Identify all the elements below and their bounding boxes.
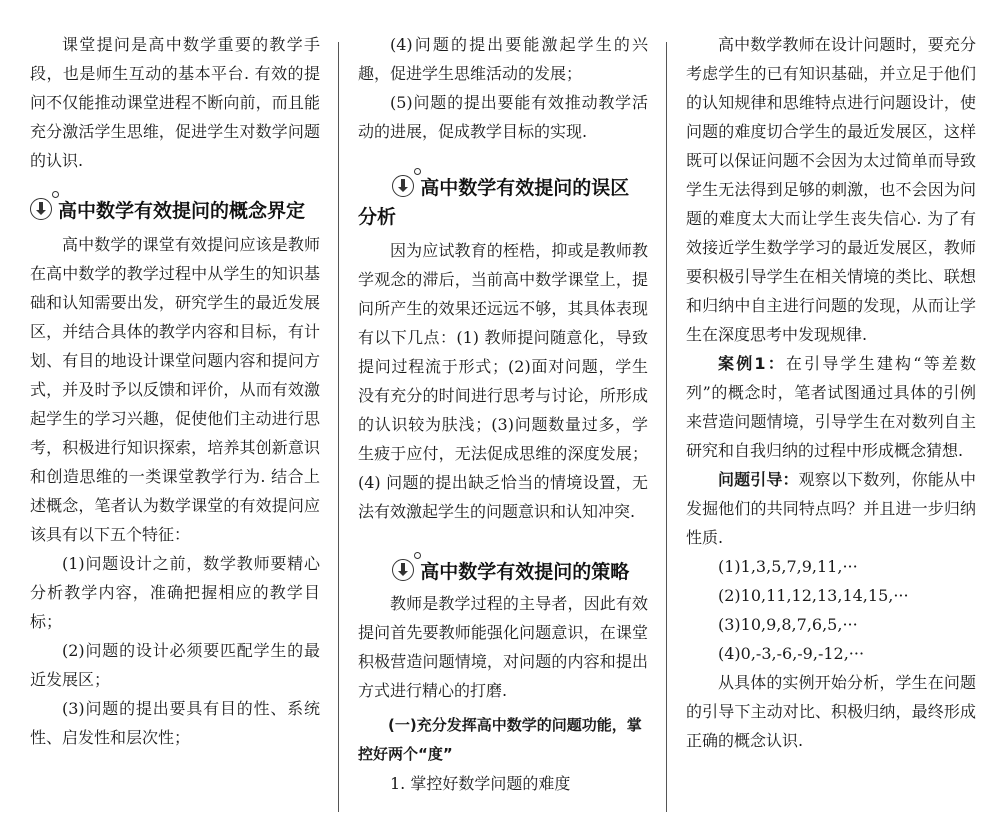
point-heading: 1. 掌控好数学问题的难度 [390, 774, 571, 793]
section-heading-text: 高中数学有效提问的概念界定 [58, 200, 306, 222]
feature-item: (2)问题的设计必须要匹配学生的最近发展区； [30, 641, 320, 689]
sequence-item: (3)10,9,8,7,6,5,··· [718, 615, 858, 634]
feature-item: (4)问题的提出要能激起学生的兴趣，促进学生思维活动的发展； [358, 35, 648, 83]
conclusion-paragraph: 从具体的实例开始分析，学生在问题的引导下主动对比、积极归纳，最终形成正确的概念认识. [686, 673, 976, 750]
guide-paragraph [686, 465, 976, 552]
case-label: 案例1： [718, 354, 786, 373]
column-3 [686, 30, 976, 755]
intro-paragraph: 课堂提问是高中数学重要的教学手段，也是师生互动的基本平台. 有效的提问不仅能推动课堂进程不断向前，而且能充分激活学生思维，促进学生对数学问题的认识. [30, 35, 320, 170]
section-heading-definition [30, 197, 320, 226]
column-divider [666, 42, 667, 812]
column-divider [338, 42, 339, 812]
column-2 [358, 30, 648, 798]
case-paragraph [686, 349, 976, 465]
guide-label: 问题引导： [718, 470, 799, 489]
down-arrow-circle-icon [392, 559, 414, 581]
feature-item: (3)问题的提出要具有目的性、系统性、启发性和层次性； [30, 699, 320, 747]
section-heading-strategy [358, 558, 648, 587]
case-text: 在引导学生建构“等差数列”的概念时，笔者试图通过具体的引例来营造问题情境，引导学生在对数列自主研究和自我归纳的过程中形成概念猜想. [686, 354, 976, 460]
feature-item: (1)问题设计之前，数学教师要精心分析教学内容，准确把握相应的教学目标； [30, 554, 320, 631]
column-1 [30, 30, 320, 752]
section-heading-text: 高中数学有效提问的策略 [420, 561, 630, 583]
misconceptions-paragraph: 因为应试教育的桎梏，抑或是教师教学观念的滞后，当前高中数学课堂上，提问所产生的效果还远远不够，其具体表现有以下几点：(1) 教师提问随意化，导致提问过程流于形式；(2)面对问题，学生没有充分的时间进行思考与讨论，所形成的认识较为肤浅；(3)问题数量过多，学生疲于应付，无法促成思维的深度发展；(4) 问题的提出缺乏恰当的情境设置，无法有效激起学生的问题意识和认知冲突. [358, 241, 648, 521]
sequence-item: (4)0,-3,-6,-9,-12,··· [718, 644, 865, 663]
sequence-item: (1)1,3,5,7,9,11,··· [718, 557, 858, 576]
down-arrow-circle-icon [392, 175, 414, 197]
feature-item: (5)问题的提出要能有效推动教学活动的进展，促成教学目标的实现. [358, 93, 648, 141]
difficulty-paragraph: 高中数学教师在设计问题时，要充分考虑学生的已有知识基础，并立足于他们的认知规律和思维特点进行问题设计，使问题的难度切合学生的最近发展区，这样既可以保证问题不会因为太过简单而导致学生无法得到足够的刺激，也不会因为问题的难度太大而让学生丧失信心. 为了有效接近学生数学学习的最近发展区，教师要积极引导学生在相关情境的类比、联想和归纳中自主进行问题的发现，从而让学生在深度思考中发现规律. [686, 35, 976, 344]
definition-paragraph: 高中数学的课堂有效提问应该是教师在高中数学的教学过程中从学生的知识基础和认知需要出发，研究学生的最近发展区，并结合具体的教学内容和目标，有计划、有目的地设计课堂问题内容和提问方式，并及时予以反馈和评价，从而有效激起学生的学习兴趣，促使他们主动进行思考，积极进行知识探索，培养其创新意识和创造思维的一类课堂教学行为. 结合上述概念，笔者认为数学课堂的有效提问应该具有以下五个特征： [30, 235, 320, 544]
subsection-heading: (一)充分发挥高中数学的问题功能，掌控好两个“度” [358, 716, 642, 763]
down-arrow-circle-icon [30, 198, 52, 220]
sequence-item: (2)10,11,12,13,14,15,··· [718, 586, 909, 605]
section-heading-text: 高中数学有效提问的误区分析 [358, 177, 630, 228]
guide-text: 观察以下数列，你能从中发掘他们的共同特点吗？并且进一步归纳性质. [686, 470, 976, 547]
strategy-paragraph: 教师是教学过程的主导者，因此有效提问首先要教师能强化问题意识，在课堂积极营造问题情境，对问题的内容和提出方式进行精心的打磨. [358, 594, 648, 700]
section-heading-misconceptions [358, 174, 648, 232]
